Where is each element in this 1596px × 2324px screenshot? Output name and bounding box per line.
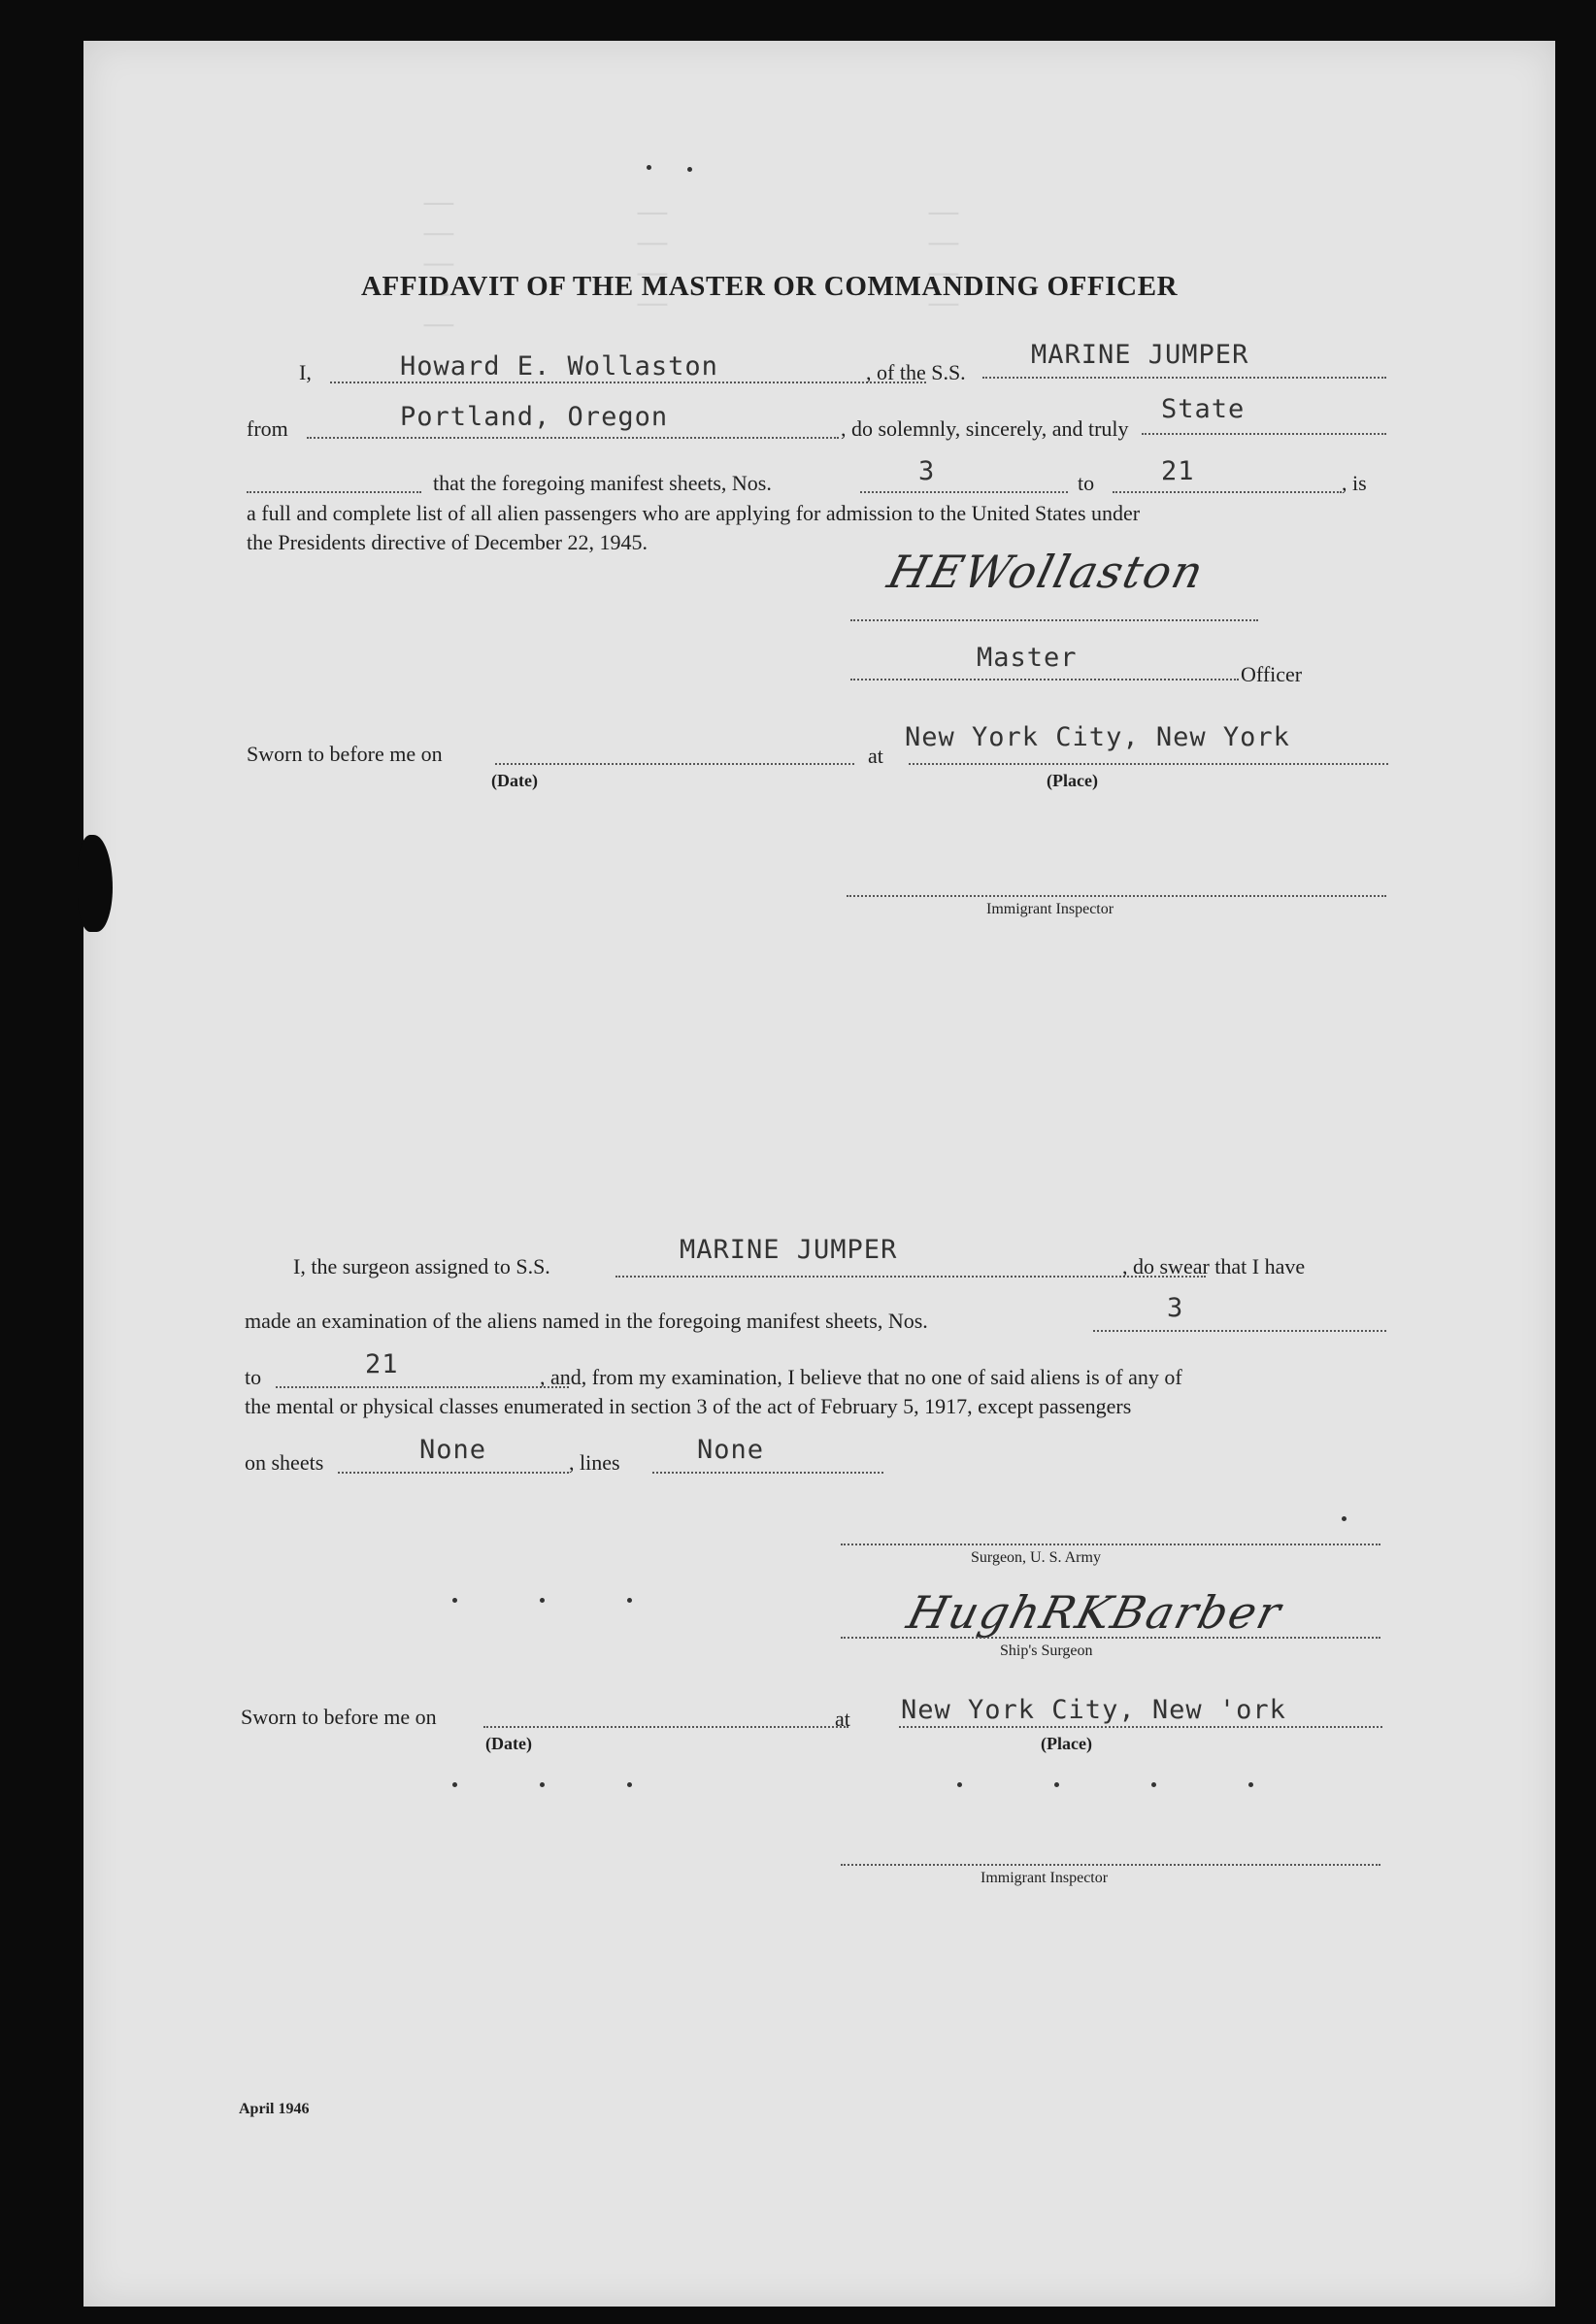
nos-from-field-line <box>860 491 1068 493</box>
surgeon-place-caption: (Place) <box>1041 1734 1092 1753</box>
port-value: Portland, Oregon <box>400 402 669 432</box>
scan-speck <box>1054 1782 1059 1787</box>
scan-speck <box>540 1782 545 1787</box>
nos-to-value: 21 <box>1161 456 1195 486</box>
sheets-field-line <box>338 1472 569 1474</box>
lines-field-line <box>652 1472 883 1474</box>
manifest-label: that the foregoing manifest sheets, Nos. <box>433 471 772 495</box>
master-signature-line <box>850 619 1258 621</box>
place-value: New York City, New York <box>905 722 1290 752</box>
sworn-label: Sworn to before me on <box>247 742 443 766</box>
surgeon-ship-value: MARINE JUMPER <box>680 1235 898 1265</box>
sheets-value: None <box>419 1435 487 1465</box>
ship-surgeon-signature: HughRKBarber <box>902 1586 1288 1639</box>
scan-speck <box>452 1782 457 1787</box>
scan-speck <box>957 1782 962 1787</box>
to-label: to <box>1078 471 1095 495</box>
place-caption: (Place) <box>1047 771 1098 790</box>
nos-from-value: 3 <box>918 456 936 486</box>
surgeon-sworn-place-line <box>899 1726 1382 1728</box>
surgeon-nos-to-line <box>276 1386 569 1388</box>
is-label: , is <box>1342 471 1367 495</box>
port-field-line <box>307 437 839 439</box>
surgeon-inspector-line <box>841 1864 1380 1866</box>
bleed-through-text: │ │ │ │ │ <box>423 196 452 333</box>
verb-value: State <box>1161 394 1246 424</box>
scan-speck <box>687 167 692 172</box>
scan-speck <box>540 1598 545 1603</box>
lines-label: , lines <box>569 1450 620 1475</box>
ship-field-line <box>982 377 1386 379</box>
master-role-value: Master <box>977 643 1078 673</box>
i-label: I, <box>299 360 312 384</box>
surgeon-at-label: at <box>835 1707 850 1731</box>
scan-speck <box>452 1598 457 1603</box>
officer-label: Officer <box>1241 662 1303 686</box>
surgeon-to-label: to <box>245 1365 262 1389</box>
officer-field-line <box>850 679 1239 681</box>
bleed-through-text: │ │ │ │ <box>637 206 666 313</box>
scan-speck <box>1248 1782 1253 1787</box>
mental-classes-line: the mental or physical classes enumerated in section 3 of the act of February 5, 1917, except passengers <box>245 1394 1132 1418</box>
declaration-line-2: a full and complete list of all alien passengers who are applying for admission to the United States under <box>247 501 1141 525</box>
declaration-line-3: the Presidents directive of December 22, 1945. <box>247 530 648 554</box>
surgeon-date-caption: (Date) <box>485 1734 532 1753</box>
surgeon-inspector-caption: Immigrant Inspector <box>981 1870 1109 1886</box>
sworn-date-line <box>495 763 854 765</box>
scan-speck <box>627 1598 632 1603</box>
from-label: from <box>247 416 288 441</box>
master-name-value: Howard E. Wollaston <box>400 351 718 382</box>
leading-blank-line <box>247 491 421 493</box>
exam-label: made an examination of the aliens named in the foregoing manifest sheets, Nos. <box>245 1309 928 1333</box>
scan-speck <box>1151 1782 1156 1787</box>
surgeon-intro: I, the surgeon assigned to S.S. <box>293 1254 550 1278</box>
surgeon-sworn-label: Sworn to before me on <box>241 1705 437 1729</box>
bleed-through-text: │ │ │ │ <box>928 206 957 313</box>
believe-label: , and, from my examination, I believe that no one of said aliens is of any of <box>540 1365 1182 1389</box>
nos-to-field-line <box>1113 491 1342 493</box>
sheets-label: on sheets <box>245 1450 324 1475</box>
solemnly-label: , do solemnly, sincerely, and truly <box>841 416 1129 441</box>
ship-surgeon-line <box>841 1637 1380 1639</box>
swear-label: , do swear that I have <box>1122 1254 1306 1278</box>
ship-name-value: MARINE JUMPER <box>1031 340 1249 370</box>
page-title: AFFIDAVIT OF THE MASTER OR COMMANDING OFFICER <box>361 271 1179 302</box>
surgeon-place-value: New York City, New 'ork <box>901 1695 1286 1725</box>
surgeon-nos-from-line <box>1093 1330 1386 1332</box>
footer-date: April 1946 <box>239 2101 310 2117</box>
surgeon-sworn-date-line <box>483 1726 848 1728</box>
of-ss-label: , of the S.S. <box>866 360 966 384</box>
master-signature: HEWollaston <box>882 546 1211 598</box>
inspector-signature-line <box>847 895 1386 897</box>
scan-speck <box>1342 1516 1347 1521</box>
inspector-caption: Immigrant Inspector <box>986 901 1114 917</box>
name-field-line <box>330 382 926 383</box>
date-caption: (Date) <box>491 771 538 790</box>
scan-speck <box>647 165 651 170</box>
surgeon-ship-line <box>615 1276 1206 1278</box>
ship-surgeon-caption: Ship's Surgeon <box>1000 1643 1093 1659</box>
army-surgeon-line <box>841 1544 1380 1545</box>
document-page <box>83 41 1555 2307</box>
army-surgeon-caption: Surgeon, U. S. Army <box>971 1549 1101 1566</box>
scan-speck <box>627 1782 632 1787</box>
sworn-place-line <box>909 763 1388 765</box>
surgeon-nos-to-value: 21 <box>365 1349 399 1379</box>
at-label: at <box>868 744 883 768</box>
lines-value: None <box>697 1435 765 1465</box>
surgeon-nos-from-value: 3 <box>1167 1293 1184 1323</box>
verb-field-line <box>1142 433 1386 435</box>
